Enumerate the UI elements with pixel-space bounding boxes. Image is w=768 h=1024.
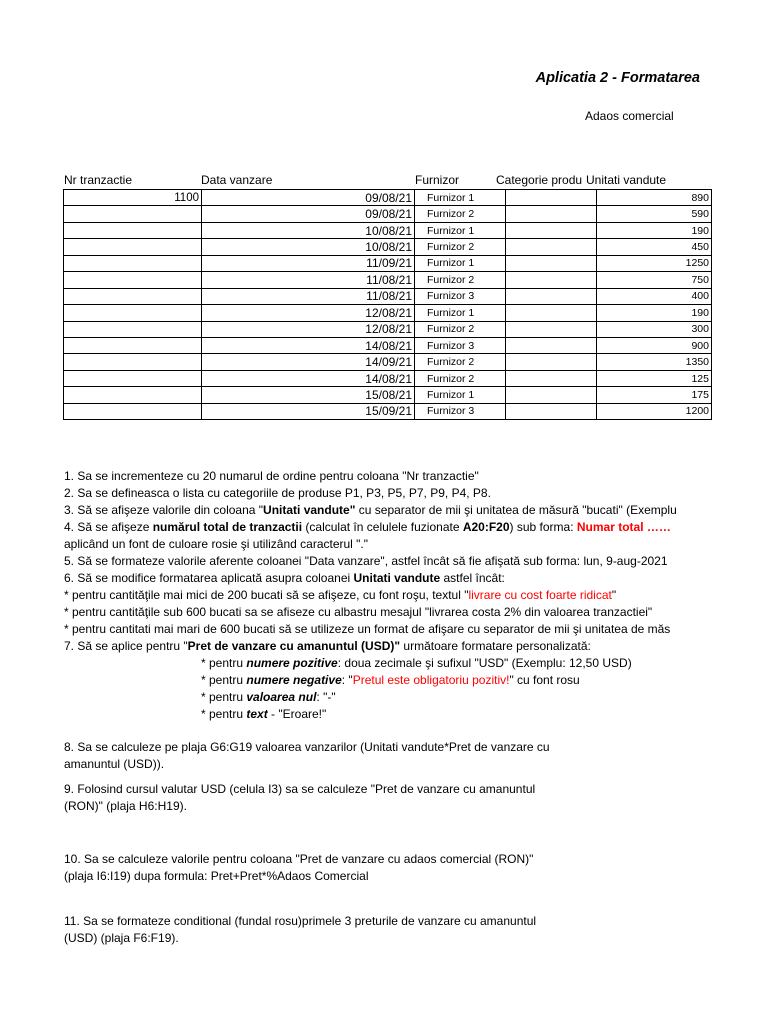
instruction-text: Unitati vandute [353, 571, 441, 585]
cell-categorie[interactable] [506, 239, 597, 255]
instruction-text: 5. Să se formateze valorile aferente coloanei "Data vanzare", astfel încât să fie afişată sub forma: lun, 9-aug-2021 [64, 554, 668, 568]
instruction-line [64, 570, 700, 587]
table-row [64, 255, 712, 271]
cell-data-vanzare[interactable]: 12/08/21 [202, 321, 415, 337]
cell-unitati-vandute[interactable]: 1200 [597, 403, 712, 419]
cell-categorie[interactable] [506, 206, 597, 222]
cell-categorie[interactable] [506, 321, 597, 337]
instruction-line [64, 851, 700, 868]
spacer [64, 835, 700, 851]
instruction-text: * pentru [201, 673, 247, 687]
cell-unitati-vandute[interactable]: 900 [597, 337, 712, 353]
instruction-line [64, 604, 700, 621]
cell-unitati-vandute[interactable]: 890 [597, 190, 712, 206]
cell-data-vanzare[interactable]: 12/08/21 [202, 305, 415, 321]
instruction-text: (plaja I6:I19) dupa formula: Pret+Pret*%Adaos Comercial [64, 869, 369, 883]
instruction-text: valoarea nul [246, 690, 317, 704]
instruction-line [64, 868, 700, 885]
instruction-line [64, 756, 700, 773]
instruction-text: 10. Sa se calculeze valorile pentru coloana "Pret de vanzare cu adaos comercial (RON)" [64, 852, 534, 866]
spacer [64, 905, 700, 913]
instruction-text: * pentru cantităţile sub 600 bucati sa se afiseze cu albastru mesajul "livrarea costa 2% din valoarea tranzactiei" [64, 605, 653, 619]
instruction-line [64, 502, 700, 519]
subtitle: Adaos comercial [585, 109, 674, 123]
cell-categorie[interactable] [506, 288, 597, 304]
cell-data-vanzare[interactable]: 10/08/21 [202, 222, 415, 238]
instruction-line [64, 536, 700, 553]
cell-categorie[interactable] [506, 222, 597, 238]
cell-unitati-vandute[interactable]: 125 [597, 370, 712, 386]
instruction-text: 2. Sa se defineasca o lista cu categoriile de produse P1, P3, P5, P7, P9, P4, P8. [64, 486, 491, 500]
cell-nr-tranzactie[interactable] [64, 403, 202, 419]
instruction-text: : doua zecimale şi sufixul "USD" (Exemplu: 12,50 USD) [337, 656, 632, 670]
cell-nr-tranzactie[interactable]: 1100 [64, 190, 202, 206]
cell-unitati-vandute[interactable]: 1250 [597, 255, 712, 271]
instruction-text: (USD) (plaja F6:F19). [64, 931, 179, 945]
header-unitati-vandute: Unitati vandute [586, 173, 667, 187]
cell-furnizor[interactable]: Furnizor 2 [415, 370, 506, 386]
instruction-line [64, 781, 700, 798]
table-row [64, 403, 712, 419]
cell-unitati-vandute[interactable]: 1350 [597, 354, 712, 370]
cell-unitati-vandute[interactable]: 450 [597, 239, 712, 255]
instruction-text: Pretul este obligatoriu pozitiv! [352, 673, 510, 687]
cell-furnizor[interactable]: Furnizor 2 [415, 239, 506, 255]
data-table [63, 189, 712, 420]
instruction-text: numărul total de tranzactii [152, 520, 303, 534]
table-row [64, 239, 712, 255]
instruction-text: 4. Să se afişeze [64, 520, 153, 534]
cell-furnizor[interactable]: Furnizor 2 [415, 321, 506, 337]
instruction-line [64, 913, 700, 930]
instruction-text: numere negative [246, 673, 342, 687]
cell-data-vanzare[interactable]: 09/08/21 [202, 190, 415, 206]
cell-categorie[interactable] [506, 190, 597, 206]
page-title: Aplicatia 2 - Formatarea [535, 70, 700, 86]
instruction-text: text [246, 707, 268, 721]
cell-data-vanzare[interactable]: 09/08/21 [202, 206, 415, 222]
cell-nr-tranzactie[interactable] [64, 222, 202, 238]
cell-data-vanzare[interactable]: 15/08/21 [202, 387, 415, 403]
cell-furnizor[interactable]: Furnizor 3 [415, 337, 506, 353]
cell-data-vanzare[interactable]: 15/09/21 [202, 403, 415, 419]
instruction-text: amanuntul (USD)). [64, 757, 165, 771]
cell-data-vanzare[interactable]: 10/08/21 [202, 239, 415, 255]
instruction-line [64, 638, 700, 655]
spacer [64, 815, 700, 835]
cell-furnizor[interactable]: Furnizor 1 [415, 190, 506, 206]
cell-unitati-vandute[interactable]: 190 [597, 222, 712, 238]
cell-nr-tranzactie[interactable] [64, 337, 202, 353]
instruction-text: 9. Folosind cursul valutar USD (celula I3) sa se calculeze "Pret de vanzare cu amanuntul [64, 782, 536, 796]
cell-nr-tranzactie[interactable] [64, 354, 202, 370]
instruction-text: * pentru [201, 690, 247, 704]
cell-data-vanzare[interactable]: 14/09/21 [202, 354, 415, 370]
instruction-line [64, 706, 700, 723]
cell-unitati-vandute[interactable]: 300 [597, 321, 712, 337]
cell-data-vanzare[interactable]: 11/08/21 [202, 272, 415, 288]
instruction-text: astfel încât: [440, 571, 505, 585]
instruction-text: (RON)" (plaja H6:H19). [64, 799, 187, 813]
cell-categorie[interactable] [506, 354, 597, 370]
instruction-line [64, 468, 700, 485]
instructions-list [64, 468, 700, 947]
cell-data-vanzare[interactable]: 11/09/21 [202, 255, 415, 271]
cell-unitati-vandute[interactable]: 190 [597, 305, 712, 321]
cell-furnizor[interactable]: Furnizor 1 [415, 387, 506, 403]
header-data-vanzare: Data vanzare [201, 173, 273, 187]
cell-nr-tranzactie[interactable] [64, 321, 202, 337]
instruction-text: Pret de vanzare cu amanuntul (USD)" [187, 639, 401, 653]
header-furnizor: Furnizor [415, 173, 460, 187]
header-nr-tranzactie: Nr tranzactie [64, 173, 133, 187]
instruction-text: 1. Sa se incrementeze cu 20 numarul de ordine pentru coloana "Nr tranzactie" [64, 469, 479, 483]
instruction-line [64, 519, 700, 536]
instruction-text: * pentru [201, 707, 247, 721]
cell-data-vanzare[interactable]: 11/08/21 [202, 288, 415, 304]
table-row [64, 370, 712, 386]
instruction-line [64, 672, 700, 689]
spacer [64, 773, 700, 781]
cell-categorie[interactable] [506, 272, 597, 288]
instruction-text: cu separator de mii şi unitatea de măsură "bucati" (Exemplu [355, 503, 677, 517]
instruction-line [64, 798, 700, 815]
instruction-line [64, 689, 700, 706]
instruction-text: livrare cu cost foarte ridicat [468, 588, 612, 602]
cell-nr-tranzactie[interactable] [64, 239, 202, 255]
cell-furnizor[interactable]: Furnizor 2 [415, 354, 506, 370]
instruction-text: " [611, 588, 617, 602]
cell-categorie[interactable] [506, 337, 597, 353]
table-row [64, 337, 712, 353]
cell-furnizor[interactable]: Furnizor 3 [415, 403, 506, 419]
instruction-line [64, 587, 700, 604]
instruction-text: : "-" [316, 690, 336, 704]
instruction-text: Unitati vandute" [263, 503, 356, 517]
cell-categorie[interactable] [506, 403, 597, 419]
instruction-line [64, 739, 700, 756]
cell-nr-tranzactie[interactable] [64, 370, 202, 386]
cell-furnizor[interactable]: Furnizor 3 [415, 288, 506, 304]
cell-categorie[interactable] [506, 387, 597, 403]
table-row [64, 222, 712, 238]
table-row [64, 272, 712, 288]
cell-unitati-vandute[interactable]: 175 [597, 387, 712, 403]
cell-furnizor[interactable]: Furnizor 1 [415, 305, 506, 321]
spacer [64, 885, 700, 905]
instruction-text: A20:F20 [462, 520, 510, 534]
table-row [64, 190, 712, 206]
instruction-text: ) sub forma: [509, 520, 577, 534]
instruction-line [64, 621, 700, 638]
instruction-text: (calculat în celulele fuzionate [302, 520, 463, 534]
cell-furnizor[interactable]: Furnizor 1 [415, 255, 506, 271]
instruction-text: Numar total …… [576, 520, 671, 534]
table-row [64, 288, 712, 304]
cell-nr-tranzactie[interactable] [64, 272, 202, 288]
cell-furnizor[interactable]: Furnizor 2 [415, 272, 506, 288]
table-row [64, 321, 712, 337]
instruction-text: 7. Să se aplice pentru " [64, 639, 188, 653]
instruction-text: 11. Sa se formateze conditional (fundal rosu)primele 3 preturile de vanzare cu amanuntul [64, 914, 537, 928]
cell-categorie[interactable] [506, 370, 597, 386]
instruction-text: - "Eroare!" [267, 707, 327, 721]
cell-data-vanzare[interactable]: 14/08/21 [202, 337, 415, 353]
cell-categorie[interactable] [506, 305, 597, 321]
cell-nr-tranzactie[interactable] [64, 206, 202, 222]
cell-categorie[interactable] [506, 255, 597, 271]
instruction-line [64, 655, 700, 672]
cell-nr-tranzactie[interactable] [64, 288, 202, 304]
cell-unitati-vandute[interactable]: 400 [597, 288, 712, 304]
table-row [64, 206, 712, 222]
table-row [64, 305, 712, 321]
cell-nr-tranzactie[interactable] [64, 305, 202, 321]
cell-unitati-vandute[interactable]: 590 [597, 206, 712, 222]
instruction-text: * pentru cantitati mai mari de 600 bucati să se utilizeze un format de afişare cu separator de mii şi unitatea de măs [64, 622, 671, 636]
instruction-text: * pentru [201, 656, 247, 670]
instruction-text: * pentru cantităţile mai mici de 200 bucati să se afişeze, cu font roşu, textul " [64, 588, 469, 602]
instruction-text: : " [341, 673, 353, 687]
instruction-line [64, 553, 700, 570]
instruction-line [64, 930, 700, 947]
instruction-text: aplicând un font de culoare rosie şi utilizând caracterul "." [64, 537, 369, 551]
instruction-text: 6. Să se modifice formatarea aplicată asupra coloanei [64, 571, 354, 585]
cell-nr-tranzactie[interactable] [64, 387, 202, 403]
instruction-text: numere pozitive [246, 656, 338, 670]
cell-nr-tranzactie[interactable] [64, 255, 202, 271]
instruction-text: " cu font rosu [509, 673, 580, 687]
cell-furnizor[interactable]: Furnizor 2 [415, 206, 506, 222]
header-categorie-produs: Categorie produ [496, 173, 583, 187]
cell-furnizor[interactable]: Furnizor 1 [415, 222, 506, 238]
cell-unitati-vandute[interactable]: 750 [597, 272, 712, 288]
cell-data-vanzare[interactable]: 14/08/21 [202, 370, 415, 386]
table-row [64, 354, 712, 370]
instruction-text: 3. Să se afişeze valorile din coloana " [64, 503, 264, 517]
instruction-text: următoare formatare personalizată: [400, 639, 591, 653]
spacer [64, 723, 700, 739]
instruction-text: 8. Sa se calculeze pe plaja G6:G19 valoarea vanzarilor (Unitati vandute*Pret de vanzare cu [64, 740, 550, 754]
instruction-line [64, 485, 700, 502]
table-row [64, 387, 712, 403]
